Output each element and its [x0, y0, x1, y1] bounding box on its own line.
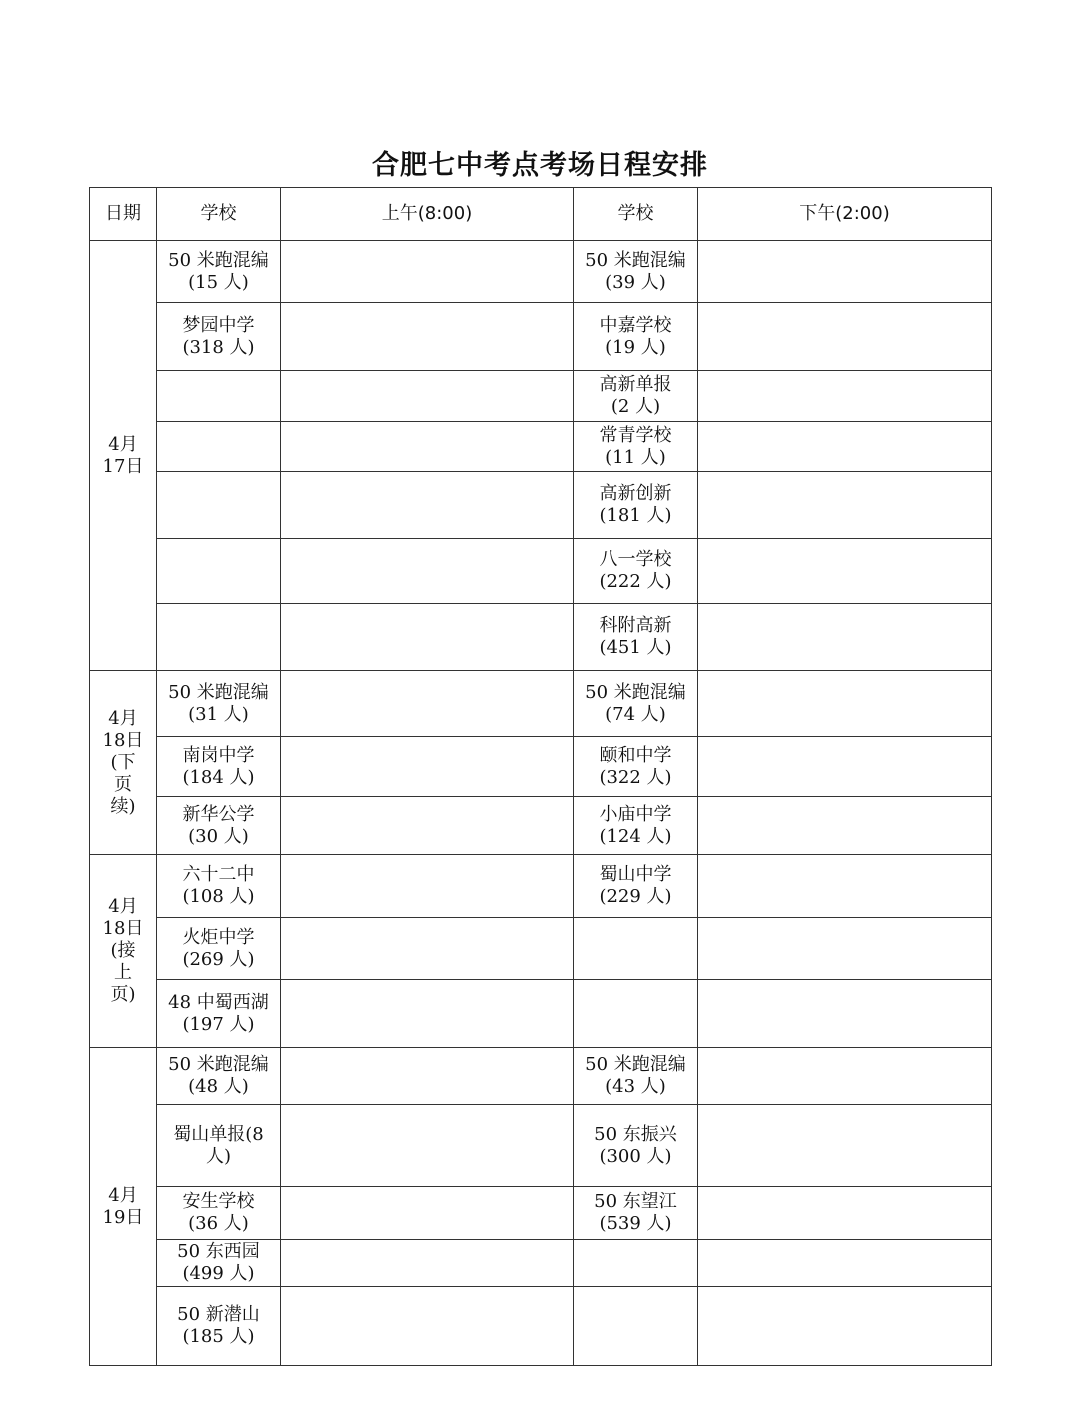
- cell-text: 人): [205, 1145, 232, 1167]
- afternoon-school-cell: [574, 472, 698, 539]
- morning-slot-cell: [281, 671, 574, 737]
- date-text: 4月: [108, 896, 138, 917]
- afternoon-slot-cell: [698, 241, 992, 303]
- morning-slot-cell: [281, 472, 574, 539]
- cell-text: 50 米跑混编: [168, 249, 269, 271]
- cell-text: 50 米跑混编: [168, 1054, 269, 1075]
- afternoon-school-cell: [574, 539, 698, 604]
- schedule-body: [90, 241, 992, 1366]
- cell-text: 高新单报: [599, 374, 672, 395]
- date-text: (下: [110, 751, 136, 773]
- afternoon-slot-cell: [698, 422, 992, 472]
- afternoon-school-cell: [574, 1105, 698, 1187]
- table-row: [90, 737, 992, 797]
- afternoon-slot-cell: [698, 1240, 992, 1287]
- cell-text: 六十二中: [182, 864, 255, 885]
- cell-text: 颐和中学: [599, 744, 672, 766]
- afternoon-school-cell: [574, 855, 698, 918]
- afternoon-school-cell: [574, 241, 698, 303]
- morning-school-cell: [157, 855, 281, 918]
- cell-text: 南岗中学: [182, 744, 255, 766]
- cell-text: (300 人): [599, 1145, 672, 1167]
- table-row: [90, 671, 992, 737]
- cell-text: 50 东振兴: [594, 1123, 677, 1145]
- afternoon-slot-cell: [698, 737, 992, 797]
- table-row: [90, 422, 992, 472]
- afternoon-school-cell: [574, 604, 698, 671]
- afternoon-slot-cell: [698, 797, 992, 855]
- afternoon-slot-cell: [698, 472, 992, 539]
- cell-text: (318 人): [182, 336, 255, 358]
- cell-text: (539 人): [599, 1213, 672, 1234]
- table-row: [90, 918, 992, 980]
- table-row: [90, 1105, 992, 1187]
- table-row: [90, 980, 992, 1048]
- cell-text: (2 人): [610, 396, 661, 417]
- morning-slot-cell: [281, 1105, 574, 1187]
- date-text: 上: [114, 962, 132, 983]
- cell-text: (185 人): [182, 1326, 255, 1347]
- afternoon-school-cell: [574, 1287, 698, 1366]
- date-text: 18日: [102, 918, 144, 939]
- table-row: [90, 539, 992, 604]
- afternoon-school-cell: [574, 980, 698, 1048]
- cell-text: (11 人): [605, 446, 666, 468]
- morning-slot-cell: [281, 1187, 574, 1240]
- cell-text: 中嘉学校: [599, 314, 672, 336]
- cell-text: 科附高新: [599, 615, 672, 636]
- cell-text: (229 人): [599, 886, 672, 907]
- page-title: 合肥七中考点考场日程安排: [372, 150, 708, 181]
- header-row: [90, 188, 992, 241]
- afternoon-slot-cell: [698, 539, 992, 604]
- morning-slot-cell: [281, 422, 574, 472]
- table-row: [90, 241, 992, 303]
- cell-text: (184 人): [182, 766, 255, 788]
- table-row: [90, 1187, 992, 1240]
- morning-school-cell: [157, 671, 281, 737]
- date-text: 页: [114, 773, 132, 795]
- cell-text: 新华公学: [182, 803, 255, 825]
- morning-slot-cell: [281, 855, 574, 918]
- cell-text: (451 人): [599, 637, 672, 658]
- afternoon-slot-cell: [698, 918, 992, 980]
- cell-text: (39 人): [605, 271, 666, 293]
- afternoon-school-cell: [574, 737, 698, 797]
- cell-text: 48 中蜀西湖: [168, 991, 269, 1013]
- morning-school-cell: [157, 422, 281, 472]
- afternoon-school-cell: [574, 371, 698, 422]
- morning-slot-cell: [281, 1048, 574, 1105]
- afternoon-slot-cell: [698, 855, 992, 918]
- cell-text: 蜀山单报(8: [173, 1123, 264, 1145]
- cell-text: (31 人): [188, 703, 249, 725]
- afternoon-slot-cell: [698, 1287, 992, 1366]
- cell-text: 蜀山中学: [599, 864, 672, 885]
- afternoon-slot-cell: [698, 671, 992, 737]
- cell-text: 高新创新: [599, 483, 672, 504]
- cell-text: (48 人): [188, 1076, 249, 1097]
- cell-text: (269 人): [182, 948, 255, 970]
- table-row: [90, 604, 992, 671]
- date-text: 4月: [108, 1184, 138, 1206]
- cell-text: 50 东西园: [177, 1241, 260, 1262]
- table-row: [90, 797, 992, 855]
- cell-text: (15 人): [188, 271, 249, 293]
- morning-school-cell: [157, 980, 281, 1048]
- header-afternoon: 下午(2:00): [698, 188, 992, 241]
- morning-slot-cell: [281, 1287, 574, 1366]
- morning-slot-cell: [281, 980, 574, 1048]
- cell-text: (322 人): [599, 766, 672, 788]
- cell-text: 小庙中学: [599, 803, 672, 825]
- cell-text: 50 米跑混编: [585, 1054, 686, 1075]
- date-text: 4月: [108, 433, 138, 455]
- morning-slot-cell: [281, 1240, 574, 1287]
- morning-school-cell: [157, 737, 281, 797]
- afternoon-school-cell: [574, 422, 698, 472]
- table-row: [90, 1287, 992, 1366]
- schedule-table: [89, 187, 992, 1366]
- table-row: [90, 303, 992, 371]
- morning-school-cell: [157, 1048, 281, 1105]
- cell-text: (43 人): [605, 1076, 666, 1097]
- cell-text: 50 东望江: [594, 1191, 677, 1212]
- cell-text: (222 人): [599, 571, 672, 592]
- date-cell: [90, 1048, 157, 1366]
- afternoon-slot-cell: [698, 303, 992, 371]
- cell-text: 50 新潜山: [177, 1304, 260, 1325]
- afternoon-slot-cell: [698, 1187, 992, 1240]
- morning-school-cell: [157, 1287, 281, 1366]
- date-text: 页): [110, 984, 136, 1005]
- cell-text: (36 人): [188, 1213, 249, 1234]
- date-text: 19日: [102, 1206, 144, 1228]
- afternoon-school-cell: [574, 1240, 698, 1287]
- header-morning: 上午(8:00): [281, 188, 574, 241]
- cell-text: 50 米跑混编: [585, 249, 686, 271]
- cell-text: 八一学校: [599, 549, 672, 570]
- morning-school-cell: [157, 1187, 281, 1240]
- cell-text: 安生学校: [182, 1191, 255, 1212]
- date-cell: [90, 671, 157, 855]
- morning-slot-cell: [281, 303, 574, 371]
- table-row: [90, 472, 992, 539]
- date-cell: [90, 855, 157, 1048]
- cell-text: 常青学校: [599, 424, 672, 446]
- morning-school-cell: [157, 918, 281, 980]
- table-row: [90, 1048, 992, 1105]
- morning-slot-cell: [281, 797, 574, 855]
- date-text: 18日: [102, 729, 144, 751]
- morning-school-cell: [157, 241, 281, 303]
- cell-text: 50 米跑混编: [585, 681, 686, 703]
- afternoon-school-cell: [574, 1187, 698, 1240]
- header-school-am: 学校: [157, 188, 281, 241]
- afternoon-slot-cell: [698, 980, 992, 1048]
- cell-text: (197 人): [182, 1013, 255, 1035]
- afternoon-slot-cell: [698, 1105, 992, 1187]
- cell-text: (19 人): [605, 336, 666, 358]
- afternoon-school-cell: [574, 797, 698, 855]
- date-text: (接: [110, 940, 136, 961]
- afternoon-school-cell: [574, 303, 698, 371]
- morning-slot-cell: [281, 371, 574, 422]
- afternoon-school-cell: [574, 671, 698, 737]
- table-row: [90, 371, 992, 422]
- morning-school-cell: [157, 303, 281, 371]
- morning-slot-cell: [281, 918, 574, 980]
- date-cell: [90, 241, 157, 671]
- morning-slot-cell: [281, 241, 574, 303]
- afternoon-slot-cell: [698, 1048, 992, 1105]
- cell-text: (181 人): [599, 505, 672, 526]
- afternoon-school-cell: [574, 1048, 698, 1105]
- morning-school-cell: [157, 472, 281, 539]
- afternoon-slot-cell: [698, 371, 992, 422]
- cell-text: (74 人): [605, 703, 666, 725]
- morning-slot-cell: [281, 737, 574, 797]
- morning-school-cell: [157, 1105, 281, 1187]
- afternoon-school-cell: [574, 918, 698, 980]
- morning-school-cell: [157, 539, 281, 604]
- morning-school-cell: [157, 1240, 281, 1287]
- cell-text: (108 人): [182, 886, 255, 907]
- header-school-pm: 学校: [574, 188, 698, 241]
- cell-text: (124 人): [599, 825, 672, 847]
- table-row: [90, 1240, 992, 1287]
- table-row: [90, 855, 992, 918]
- morning-slot-cell: [281, 604, 574, 671]
- cell-text: (30 人): [188, 825, 249, 847]
- cell-text: (499 人): [182, 1263, 255, 1284]
- morning-school-cell: [157, 604, 281, 671]
- cell-text: 梦园中学: [182, 314, 255, 336]
- date-text: 17日: [102, 455, 144, 477]
- morning-school-cell: [157, 371, 281, 422]
- morning-school-cell: [157, 797, 281, 855]
- date-text: 续): [110, 795, 136, 817]
- date-text: 4月: [108, 707, 138, 729]
- cell-text: 50 米跑混编: [168, 681, 269, 703]
- cell-text: 火炬中学: [182, 926, 255, 948]
- afternoon-slot-cell: [698, 604, 992, 671]
- morning-slot-cell: [281, 539, 574, 604]
- header-date: 日期: [90, 188, 157, 241]
